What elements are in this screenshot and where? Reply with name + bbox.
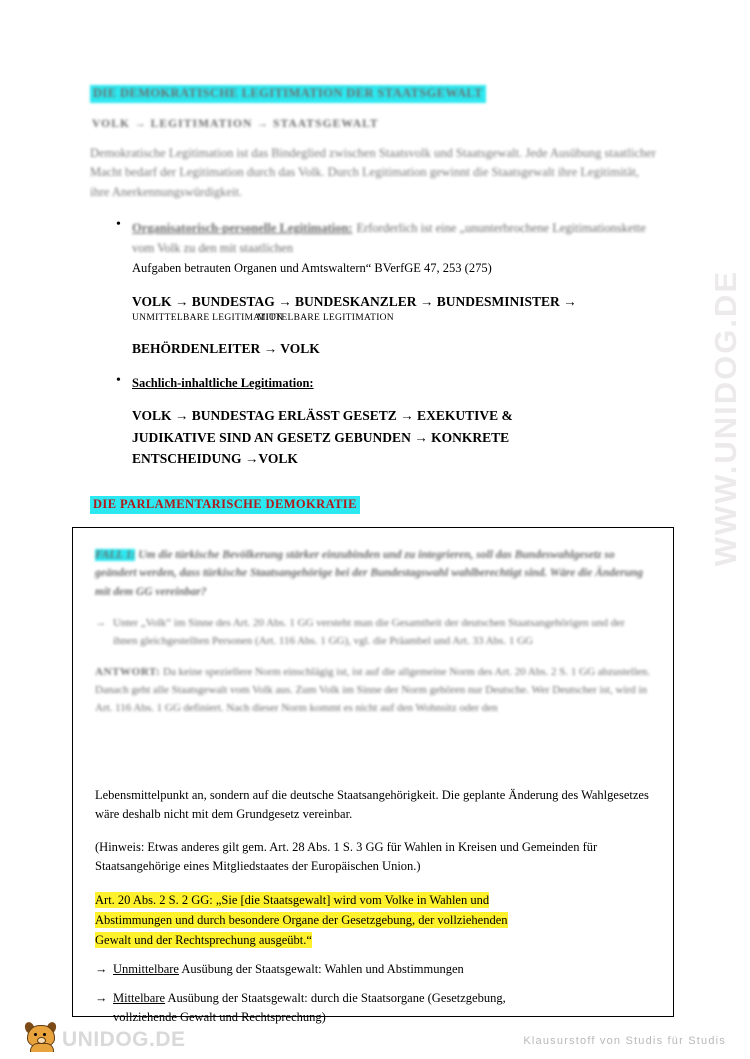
dog-logo-icon	[24, 1021, 58, 1051]
arrow-1-underline: Unmittelbare	[113, 962, 179, 977]
heading-2-wrap	[90, 495, 660, 514]
case-box-clear	[95, 786, 653, 1027]
page-title: DIE DEMOKRATISCHE LEGITIMATION DER STAATSGEWALT	[90, 85, 486, 103]
bullet-1-rest-blurred: Erforderlich ist eine „ununterbrochene Legitimationskette vom Volk zu den mit staatlichen	[132, 221, 646, 256]
art20-quote-line-1: Art. 20 Abs. 2 S. 2 GG: „Sie [die Staatsgewalt] wird vom Volke in Wahlen und	[95, 892, 490, 907]
list-item	[90, 374, 660, 392]
case-box	[72, 527, 674, 1024]
flow-1-label-unmittelbare: UNMITTELBARE LEGITIMATION	[132, 312, 284, 323]
intro-paragraph: Demokratische Legitimation ist das Bindeglied zwischen Staatsvolk und Staatsgewalt. Jede Ausübung staatlicher Macht bedarf der Legitimation durch das Volk. Durch Legitimation gewinnt die Staatsgewalt ihre Legitimität, ihre Anerkennungswürdigkeit.	[90, 146, 656, 199]
chain-top: VOLK → LEGITIMATION → STAATSGEWALT	[92, 118, 379, 130]
document-content	[90, 84, 660, 514]
case-question	[95, 546, 651, 601]
list-item	[90, 218, 660, 278]
flow-2-line-1: VOLK → BUNDESTAG ERLÄSST GESETZ → EXEKUTIVE &	[132, 408, 513, 424]
flow-2-line-2: JUDIKATIVE SIND AN GESETZ GEBUNDEN → KONKRETE	[132, 429, 510, 445]
bullet-list-2	[90, 374, 660, 392]
art20-quote-line-2: Abstimmungen und durch besondere Organe der Gesetzgebung, der vollziehenden	[95, 912, 508, 927]
hinweis-text: (Hinweis: Etwas anderes gilt gem. Art. 28 Abs. 1 S. 3 GG für Wahlen in Kreisen und Gemeinden für Staatsangehörige eines Mitgliedstaates der Europäischen Union.)	[95, 839, 598, 874]
case-label: FALL 1:	[95, 549, 136, 561]
case-note: → Unter „Volk“ im Sinne des Art. 20 Abs. 1 GG versteht man die Gesamtheit der deutschen Staatsangehörigen und der ihnen gleichgestellten Personen (Art. 116 Abs. 1 GG), vgl. die Präambel und Art. 33 Abs. 1 GG	[95, 615, 651, 650]
art20-quote-line-3: Gewalt und der Rechtsprechung ausgeübt.“	[95, 933, 312, 947]
art20-quote	[95, 890, 653, 951]
case-question-text: Um die türkische Bevölkerung stärker einzubinden und zu integrieren, soll das Bundeswahlgesetz so geändert werden, dass türkische Staatsangehörige bei der Bundestagswahl wahlberechtigt sind. Wäre die Änderung mit dem GG vereinbar?	[95, 549, 644, 598]
case-answer-blurred	[95, 664, 651, 717]
bullet-1-rest-clear: Aufgaben betrauten Organen und Amtswaltern“ BVerfGE 47, 253 (275)	[132, 261, 492, 276]
arrow-item-unmittelbare	[95, 960, 653, 979]
section-title-2: DIE PARLAMENTARISCHE DEMOKRATIE	[90, 496, 360, 514]
heading-1-wrap	[90, 84, 660, 103]
watermark-vertical: WWW.UNIDOG.DE	[708, 270, 743, 567]
arrow-1-rest: Ausübung der Staatsgewalt: Wahlen und Abstimmungen	[178, 962, 464, 977]
flow-1-labels	[90, 313, 660, 337]
answer-text-blurred: Da keine speziellere Norm einschlägig ist, ist auf die allgemeine Norm des Art. 20 Abs. 2 S. 1 GG abzustellen. Danach geht alle Staatsgewalt vom Volk aus. Zum Volk im Sinne der Norm gehören nur Deutsche. Wer Deutscher ist, wird in Art. 116 Abs. 1 GG definiert. Nach dieser Norm kommt es nicht auf den Wohnsitz oder den	[95, 666, 651, 714]
bullet-2-lead: Sachlich-inhaltliche Legitimation:	[132, 376, 314, 391]
footer-tagline: Klausurstoff von Studis für Studis	[523, 1035, 726, 1047]
chain-top-wrap	[90, 103, 660, 132]
case-box-top	[73, 528, 673, 718]
bullet-1-lead: Organisatorisch-personelle Legitimation:	[132, 221, 353, 236]
footer-logo	[24, 1021, 186, 1051]
bullet-list	[90, 218, 660, 278]
answer-label: ANTWORT:	[95, 666, 161, 679]
arrow-2-rest-2: vollziehende Gewalt und Rechtsprechung)	[113, 1009, 326, 1024]
flow-2-line-3: ENTSCHEIDUNG →VOLK	[132, 451, 298, 467]
arrow-2-underline: Mittelbare	[113, 991, 166, 1005]
flow-1-label-mittelbare: MITTELBARE LEGITIMATION	[257, 312, 394, 323]
flow-1-line-2: BEHÖRDENLEITER → VOLK	[132, 340, 320, 356]
flow-1-line-1: VOLK → BUNDESTAG → BUNDESKANZLER → BUNDESMINISTER →	[132, 294, 577, 310]
brand-label: UNIDOG.DE	[62, 1028, 186, 1051]
arrow-2-rest: Ausübung der Staatsgewalt: durch die Staatsorgane (Gesetzgebung,	[165, 991, 506, 1005]
answer-text-clear: Lebensmittelpunkt an, sondern auf die deutsche Staatsangehörigkeit. Die geplante Änderung des Wahlgesetzes wäre deshalb nicht mit dem Grundgesetz vereinbar.	[95, 788, 649, 822]
